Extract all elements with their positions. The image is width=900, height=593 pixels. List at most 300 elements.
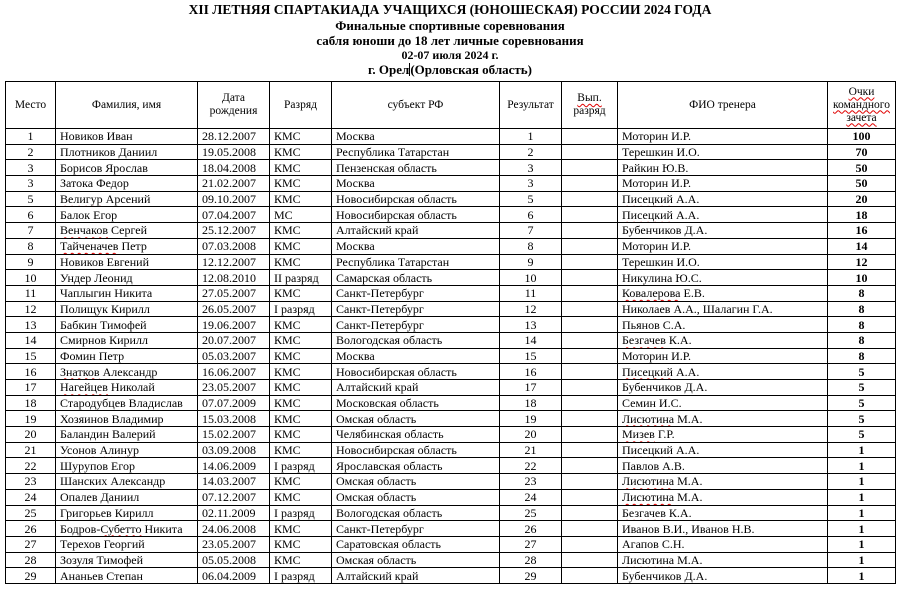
misspelled-word: Безгачев [622, 505, 666, 520]
vyp-razryad-cell [562, 380, 618, 396]
region-cell: Ярославская область [332, 458, 500, 474]
misspelled-word: Венчаков [60, 223, 108, 238]
column-header: Место [6, 82, 56, 129]
points-cell: 8 [828, 332, 896, 348]
region-cell: Вологодская область [332, 505, 500, 521]
region-cell: Новосибирская область [332, 207, 500, 223]
rank-cell: КМС [270, 332, 332, 348]
rank-cell: КМС [270, 552, 332, 568]
trainer-cell: Лисютина М.А. [618, 411, 828, 427]
dob-cell: 21.02.2007 [198, 176, 270, 192]
region-cell: Республика Татарстан [332, 144, 500, 160]
name-cell: Тайченачев Петр [56, 238, 198, 254]
vyp-razryad-cell [562, 411, 618, 427]
points-cell: 100 [828, 129, 896, 145]
title-line-1: XII ЛЕТНЯЯ СПАРТАКИАДА УЧАЩИХСЯ (ЮНОШЕСКАЯ) РОССИИ 2024 ГОДА [188, 2, 712, 17]
misspelled-word: Очки [848, 85, 875, 98]
table-row [6, 348, 896, 364]
result-cell: 18 [500, 395, 562, 411]
rank-cell: КМС [270, 442, 332, 458]
table-row [6, 144, 896, 160]
dob-cell: 07.07.2009 [198, 395, 270, 411]
region-cell: Алтайский край [332, 223, 500, 239]
vyp-razryad-cell [562, 223, 618, 239]
title-line-2: Финальные спортивные соревнования [335, 18, 565, 33]
name-cell: Баландин Валерий [56, 427, 198, 443]
table-row [6, 505, 896, 521]
result-cell: 27 [500, 536, 562, 552]
region-cell: Самарская область [332, 270, 500, 286]
vyp-razryad-cell [562, 568, 618, 584]
result-cell: 3 [500, 160, 562, 176]
result-cell: 13 [500, 317, 562, 333]
rank-cell: КМС [270, 160, 332, 176]
points-cell: 1 [828, 521, 896, 537]
name-cell: Ундер Леонид [56, 270, 198, 286]
name-cell: Смирнов Кирилл [56, 332, 198, 348]
region-cell: Москва [332, 238, 500, 254]
points-cell: 20 [828, 191, 896, 207]
place-cell: 14 [6, 332, 56, 348]
table-row [6, 395, 896, 411]
points-cell: 1 [828, 568, 896, 584]
rank-cell: КМС [270, 427, 332, 443]
misspelled-word: Лисютина [622, 474, 675, 489]
result-cell: 1 [500, 129, 562, 145]
trainer-cell: Иванов В.И., Иванов Н.В. [618, 521, 828, 537]
rank-cell: КМС [270, 380, 332, 396]
name-cell: Полищук Кирилл [56, 301, 198, 317]
dob-cell: 14.03.2007 [198, 474, 270, 490]
region-cell: Омская область [332, 489, 500, 505]
table-row [6, 411, 896, 427]
vyp-razryad-cell [562, 207, 618, 223]
result-cell: 28 [500, 552, 562, 568]
vyp-razryad-cell [562, 489, 618, 505]
dob-cell: 07.12.2007 [198, 489, 270, 505]
dob-cell: 12.08.2010 [198, 270, 270, 286]
result-cell: 25 [500, 505, 562, 521]
table-header-row [6, 82, 896, 129]
name-cell: Фомин Петр [56, 348, 198, 364]
rank-cell: I разряд [270, 568, 332, 584]
trainer-cell: Лисютина М.А. [618, 552, 828, 568]
region-cell: Республика Татарстан [332, 254, 500, 270]
trainer-cell: Безгачев К.А. [618, 332, 828, 348]
table-row [6, 223, 896, 239]
dob-cell: 02.11.2009 [198, 505, 270, 521]
trainer-cell: Моторин И.Р. [618, 176, 828, 192]
trainer-cell: Бубенчиков Д.А. [618, 380, 828, 396]
vyp-razryad-cell [562, 458, 618, 474]
region-cell: Санкт-Петербург [332, 301, 500, 317]
misspelled-word: Тайченачев [60, 239, 119, 254]
result-cell: 23 [500, 474, 562, 490]
title-line-3: сабля юноши до 18 лет личные соревнования [316, 33, 584, 48]
table-row [6, 364, 896, 380]
trainer-cell: Писецкий А.А. [618, 207, 828, 223]
vyp-razryad-cell [562, 144, 618, 160]
name-cell: Стародубцев Владислав [56, 395, 198, 411]
misspelled-word: Писецкий [622, 364, 673, 379]
region-cell: Вологодская область [332, 332, 500, 348]
place-cell: 17 [6, 380, 56, 396]
points-cell: 50 [828, 176, 896, 192]
place-cell: 19 [6, 411, 56, 427]
rank-cell: КМС [270, 238, 332, 254]
column-header: ФИО тренера [618, 82, 828, 129]
trainer-cell: Моторин И.Р. [618, 238, 828, 254]
region-cell: Новосибирская область [332, 442, 500, 458]
dob-cell: 27.05.2007 [198, 285, 270, 301]
place-cell: 15 [6, 348, 56, 364]
dob-cell: 12.12.2007 [198, 254, 270, 270]
table-row [6, 160, 896, 176]
name-cell: Венчаков Сергей [56, 223, 198, 239]
rank-cell: КМС [270, 395, 332, 411]
rank-cell: КМС [270, 176, 332, 192]
name-cell: Григорьев Кирилл [56, 505, 198, 521]
region-cell: Московская область [332, 395, 500, 411]
place-cell: 28 [6, 552, 56, 568]
table-row [6, 442, 896, 458]
trainer-cell: Бубенчиков Д.А. [618, 223, 828, 239]
trainer-cell: Писецкий А.А. [618, 364, 828, 380]
result-cell: 9 [500, 254, 562, 270]
rank-cell: КМС [270, 191, 332, 207]
trainer-cell: Павлов А.В. [618, 458, 828, 474]
points-cell: 1 [828, 458, 896, 474]
result-cell: 26 [500, 521, 562, 537]
dob-cell: 23.05.2007 [198, 536, 270, 552]
name-cell: Велигур Арсений [56, 191, 198, 207]
points-cell: 50 [828, 160, 896, 176]
vyp-razryad-cell [562, 536, 618, 552]
points-cell: 1 [828, 474, 896, 490]
vyp-razryad-cell [562, 348, 618, 364]
region-cell: Пензенская область [332, 160, 500, 176]
table-row [6, 332, 896, 348]
column-header: Разряд [270, 82, 332, 129]
result-cell: 2 [500, 144, 562, 160]
place-cell: 3 [6, 176, 56, 192]
region-cell: Омская область [332, 411, 500, 427]
table-row [6, 129, 896, 145]
points-cell: 10 [828, 270, 896, 286]
dob-cell: 14.06.2009 [198, 458, 270, 474]
rank-cell: КМС [270, 144, 332, 160]
dob-cell: 19.05.2008 [198, 144, 270, 160]
place-cell: 8 [6, 238, 56, 254]
place-cell: 9 [6, 254, 56, 270]
vyp-razryad-cell [562, 238, 618, 254]
trainer-cell: Пьянов С.А. [618, 317, 828, 333]
vyp-razryad-cell [562, 317, 618, 333]
name-cell: Шурупов Егор [56, 458, 198, 474]
result-cell: 8 [500, 238, 562, 254]
region-cell: Москва [332, 176, 500, 192]
region-cell: Москва [332, 348, 500, 364]
dob-cell: 25.12.2007 [198, 223, 270, 239]
points-cell: 8 [828, 301, 896, 317]
place-cell: 1 [6, 129, 56, 145]
result-cell: 17 [500, 380, 562, 396]
name-cell [56, 442, 198, 458]
misspelled-word: Писецкий [622, 443, 673, 458]
name-cell: Нагейцев Николай [56, 380, 198, 396]
table-row [6, 521, 896, 537]
points-cell: 1 [828, 552, 896, 568]
name-cell: Терехов Георгий [56, 536, 198, 552]
misspelled-word: Лисютина [622, 490, 675, 505]
trainer-cell: Писецкий А.А. [618, 442, 828, 458]
place-cell: 24 [6, 489, 56, 505]
points-cell: 1 [828, 489, 896, 505]
points-cell: 8 [828, 348, 896, 364]
name-cell: Зозуля Тимофей [56, 552, 198, 568]
column-header: Фамилия, имя [56, 82, 198, 129]
result-cell: 11 [500, 285, 562, 301]
points-cell: 8 [828, 317, 896, 333]
name-cell: Новиков Иван [56, 129, 198, 145]
title-city: г. Орел [367, 62, 410, 77]
title-line-5 [0, 62, 900, 77]
region-cell: Алтайский край [332, 568, 500, 584]
trainer-cell: Агапов С.Н. [618, 536, 828, 552]
dob-cell: 19.06.2007 [198, 317, 270, 333]
name-cell: Бабкин Тимофей [56, 317, 198, 333]
region-cell: Новосибирская область [332, 364, 500, 380]
rank-cell: КМС [270, 521, 332, 537]
place-cell: 3 [6, 160, 56, 176]
result-cell: 20 [500, 427, 562, 443]
rank-cell: КМС [270, 489, 332, 505]
name-cell: Знатков Александр [56, 364, 198, 380]
name-cell: Затока Федор [56, 176, 198, 192]
table-row [6, 474, 896, 490]
place-cell: 29 [6, 568, 56, 584]
name-cell: Хозяинов Владимир [56, 411, 198, 427]
vyp-razryad-cell [562, 364, 618, 380]
place-cell: 10 [6, 270, 56, 286]
region-cell: Санкт-Петербург [332, 285, 500, 301]
vyp-razryad-cell [562, 254, 618, 270]
dob-cell: 15.03.2008 [198, 411, 270, 427]
name-cell: Бодров-Субетто Никита [56, 521, 198, 537]
rank-cell: КМС [270, 285, 332, 301]
table-row [6, 176, 896, 192]
trainer-cell: Никулина Ю.С. [618, 270, 828, 286]
trainer-cell: Бубенчиков Д.А. [618, 568, 828, 584]
column-header [828, 82, 896, 129]
vyp-razryad-cell [562, 521, 618, 537]
rank-cell: I разряд [270, 301, 332, 317]
table-row [6, 536, 896, 552]
dob-cell: 20.07.2007 [198, 332, 270, 348]
misspelled-word: Нагейцев [60, 380, 108, 395]
vyp-razryad-cell [562, 427, 618, 443]
dob-cell: 15.02.2007 [198, 427, 270, 443]
table-row [6, 552, 896, 568]
place-cell: 25 [6, 505, 56, 521]
results-table [5, 81, 896, 584]
vyp-razryad-cell [562, 301, 618, 317]
points-cell: 5 [828, 395, 896, 411]
points-cell: 1 [828, 536, 896, 552]
rank-cell: КМС [270, 254, 332, 270]
trainer-cell: Моторин И.Р. [618, 348, 828, 364]
place-cell: 7 [6, 223, 56, 239]
rank-cell: КМС [270, 223, 332, 239]
place-cell: 5 [6, 191, 56, 207]
vyp-razryad-cell [562, 395, 618, 411]
trainer-cell: Терешкин И.О. [618, 254, 828, 270]
rank-cell: КМС [270, 411, 332, 427]
result-cell: 6 [500, 207, 562, 223]
name-cell: Опалев Даниил [56, 489, 198, 505]
rank-cell: МС [270, 207, 332, 223]
vyp-razryad-cell [562, 505, 618, 521]
vyp-razryad-cell [562, 442, 618, 458]
name-cell: Новиков Евгений [56, 254, 198, 270]
title-region: (Орловская область) [410, 62, 532, 77]
misspelled-word: Писецкий [622, 192, 673, 207]
result-cell: 19 [500, 411, 562, 427]
misspelled-word: Усонов [60, 443, 97, 458]
dob-cell: 16.06.2007 [198, 364, 270, 380]
trainer-cell: Лисютина М.А. [618, 489, 828, 505]
table-row [6, 270, 896, 286]
table-row [6, 317, 896, 333]
dob-cell: 07.04.2007 [198, 207, 270, 223]
dob-cell: 03.09.2008 [198, 442, 270, 458]
result-cell: 15 [500, 348, 562, 364]
trainer-cell: Николаев А.А., Шалагин Г.А. [618, 301, 828, 317]
trainer-cell: Лисютина М.А. [618, 474, 828, 490]
misspelled-word: Знатков [60, 364, 100, 379]
place-cell: 18 [6, 395, 56, 411]
place-cell: 20 [6, 427, 56, 443]
misspelled-word: Ковалерова [622, 286, 681, 301]
vyp-razryad-cell [562, 270, 618, 286]
dob-cell: 18.04.2008 [198, 160, 270, 176]
vyp-razryad-cell [562, 191, 618, 207]
misspelled-word: Субетто [100, 521, 142, 536]
points-cell: 1 [828, 505, 896, 521]
dob-cell: 07.03.2008 [198, 238, 270, 254]
result-cell: 10 [500, 270, 562, 286]
column-header: Результат [500, 82, 562, 129]
name-cell: Ананьев Степан [56, 568, 198, 584]
misspelled-word: Лисютина [622, 552, 675, 567]
misspelled-word: Безгачев [622, 333, 666, 348]
rank-cell: I разряд [270, 458, 332, 474]
region-cell: Алтайский край [332, 380, 500, 396]
result-cell: 29 [500, 568, 562, 584]
place-cell: 16 [6, 364, 56, 380]
dob-cell: 06.04.2009 [198, 568, 270, 584]
table-row [6, 238, 896, 254]
misspelled-word: Алинур [99, 443, 139, 458]
result-cell: 22 [500, 458, 562, 474]
place-cell: 6 [6, 207, 56, 223]
points-cell: 16 [828, 223, 896, 239]
place-cell: 23 [6, 474, 56, 490]
result-cell: 3 [500, 176, 562, 192]
points-cell: 5 [828, 380, 896, 396]
table-row [6, 254, 896, 270]
region-cell: Челябинская область [332, 427, 500, 443]
rank-cell: КМС [270, 474, 332, 490]
column-header: субъект РФ [332, 82, 500, 129]
vyp-razryad-cell [562, 552, 618, 568]
dob-cell: 24.06.2008 [198, 521, 270, 537]
region-cell: Омская область [332, 474, 500, 490]
dob-cell: 26.05.2007 [198, 301, 270, 317]
trainer-cell: Райкин Ю.В. [618, 160, 828, 176]
rank-cell: КМС [270, 129, 332, 145]
points-cell: 5 [828, 364, 896, 380]
table-row [6, 380, 896, 396]
dob-cell: 05.05.2008 [198, 552, 270, 568]
name-cell: Шанских Александр [56, 474, 198, 490]
trainer-cell: Терешкин И.О. [618, 144, 828, 160]
misspelled-word: Мизев [622, 427, 655, 442]
vyp-razryad-cell [562, 129, 618, 145]
rank-cell: КМС [270, 348, 332, 364]
misspelled-word: Писецкий [622, 207, 673, 222]
place-cell: 2 [6, 144, 56, 160]
points-cell: 12 [828, 254, 896, 270]
title-line-4: 02-07 июля 2024 г. [401, 48, 499, 62]
result-cell: 21 [500, 442, 562, 458]
place-cell: 12 [6, 301, 56, 317]
points-cell: 5 [828, 427, 896, 443]
points-cell: 14 [828, 238, 896, 254]
points-cell: 70 [828, 144, 896, 160]
result-cell: 14 [500, 332, 562, 348]
trainer-cell: Ковалерова Е.В. [618, 285, 828, 301]
column-header: Дата рождения [198, 82, 270, 129]
table-row [6, 207, 896, 223]
result-cell: 5 [500, 191, 562, 207]
region-cell: Санкт-Петербург [332, 521, 500, 537]
table-row [6, 427, 896, 443]
result-cell: 24 [500, 489, 562, 505]
place-cell: 13 [6, 317, 56, 333]
region-cell: Новосибирская область [332, 191, 500, 207]
table-row [6, 489, 896, 505]
name-cell: Балок Егор [56, 207, 198, 223]
name-cell: Борисов Ярослав [56, 160, 198, 176]
trainer-cell: Писецкий А.А. [618, 191, 828, 207]
table-row [6, 285, 896, 301]
trainer-cell: Семин И.С. [618, 395, 828, 411]
name-cell: Плотников Даниил [56, 144, 198, 160]
name-cell: Чаплыгин Никита [56, 285, 198, 301]
table-row [6, 458, 896, 474]
dob-cell: 09.10.2007 [198, 191, 270, 207]
table-row [6, 568, 896, 584]
column-header: Вып. разряд [562, 82, 618, 129]
trainer-cell: Мизев Г.Р. [618, 427, 828, 443]
rank-cell: II разряд [270, 270, 332, 286]
misspelled-word: Велигур [60, 192, 103, 207]
rank-cell: КМС [270, 364, 332, 380]
region-cell: Санкт-Петербург [332, 317, 500, 333]
points-cell: 18 [828, 207, 896, 223]
misspelled-word: Вып. [577, 92, 602, 104]
